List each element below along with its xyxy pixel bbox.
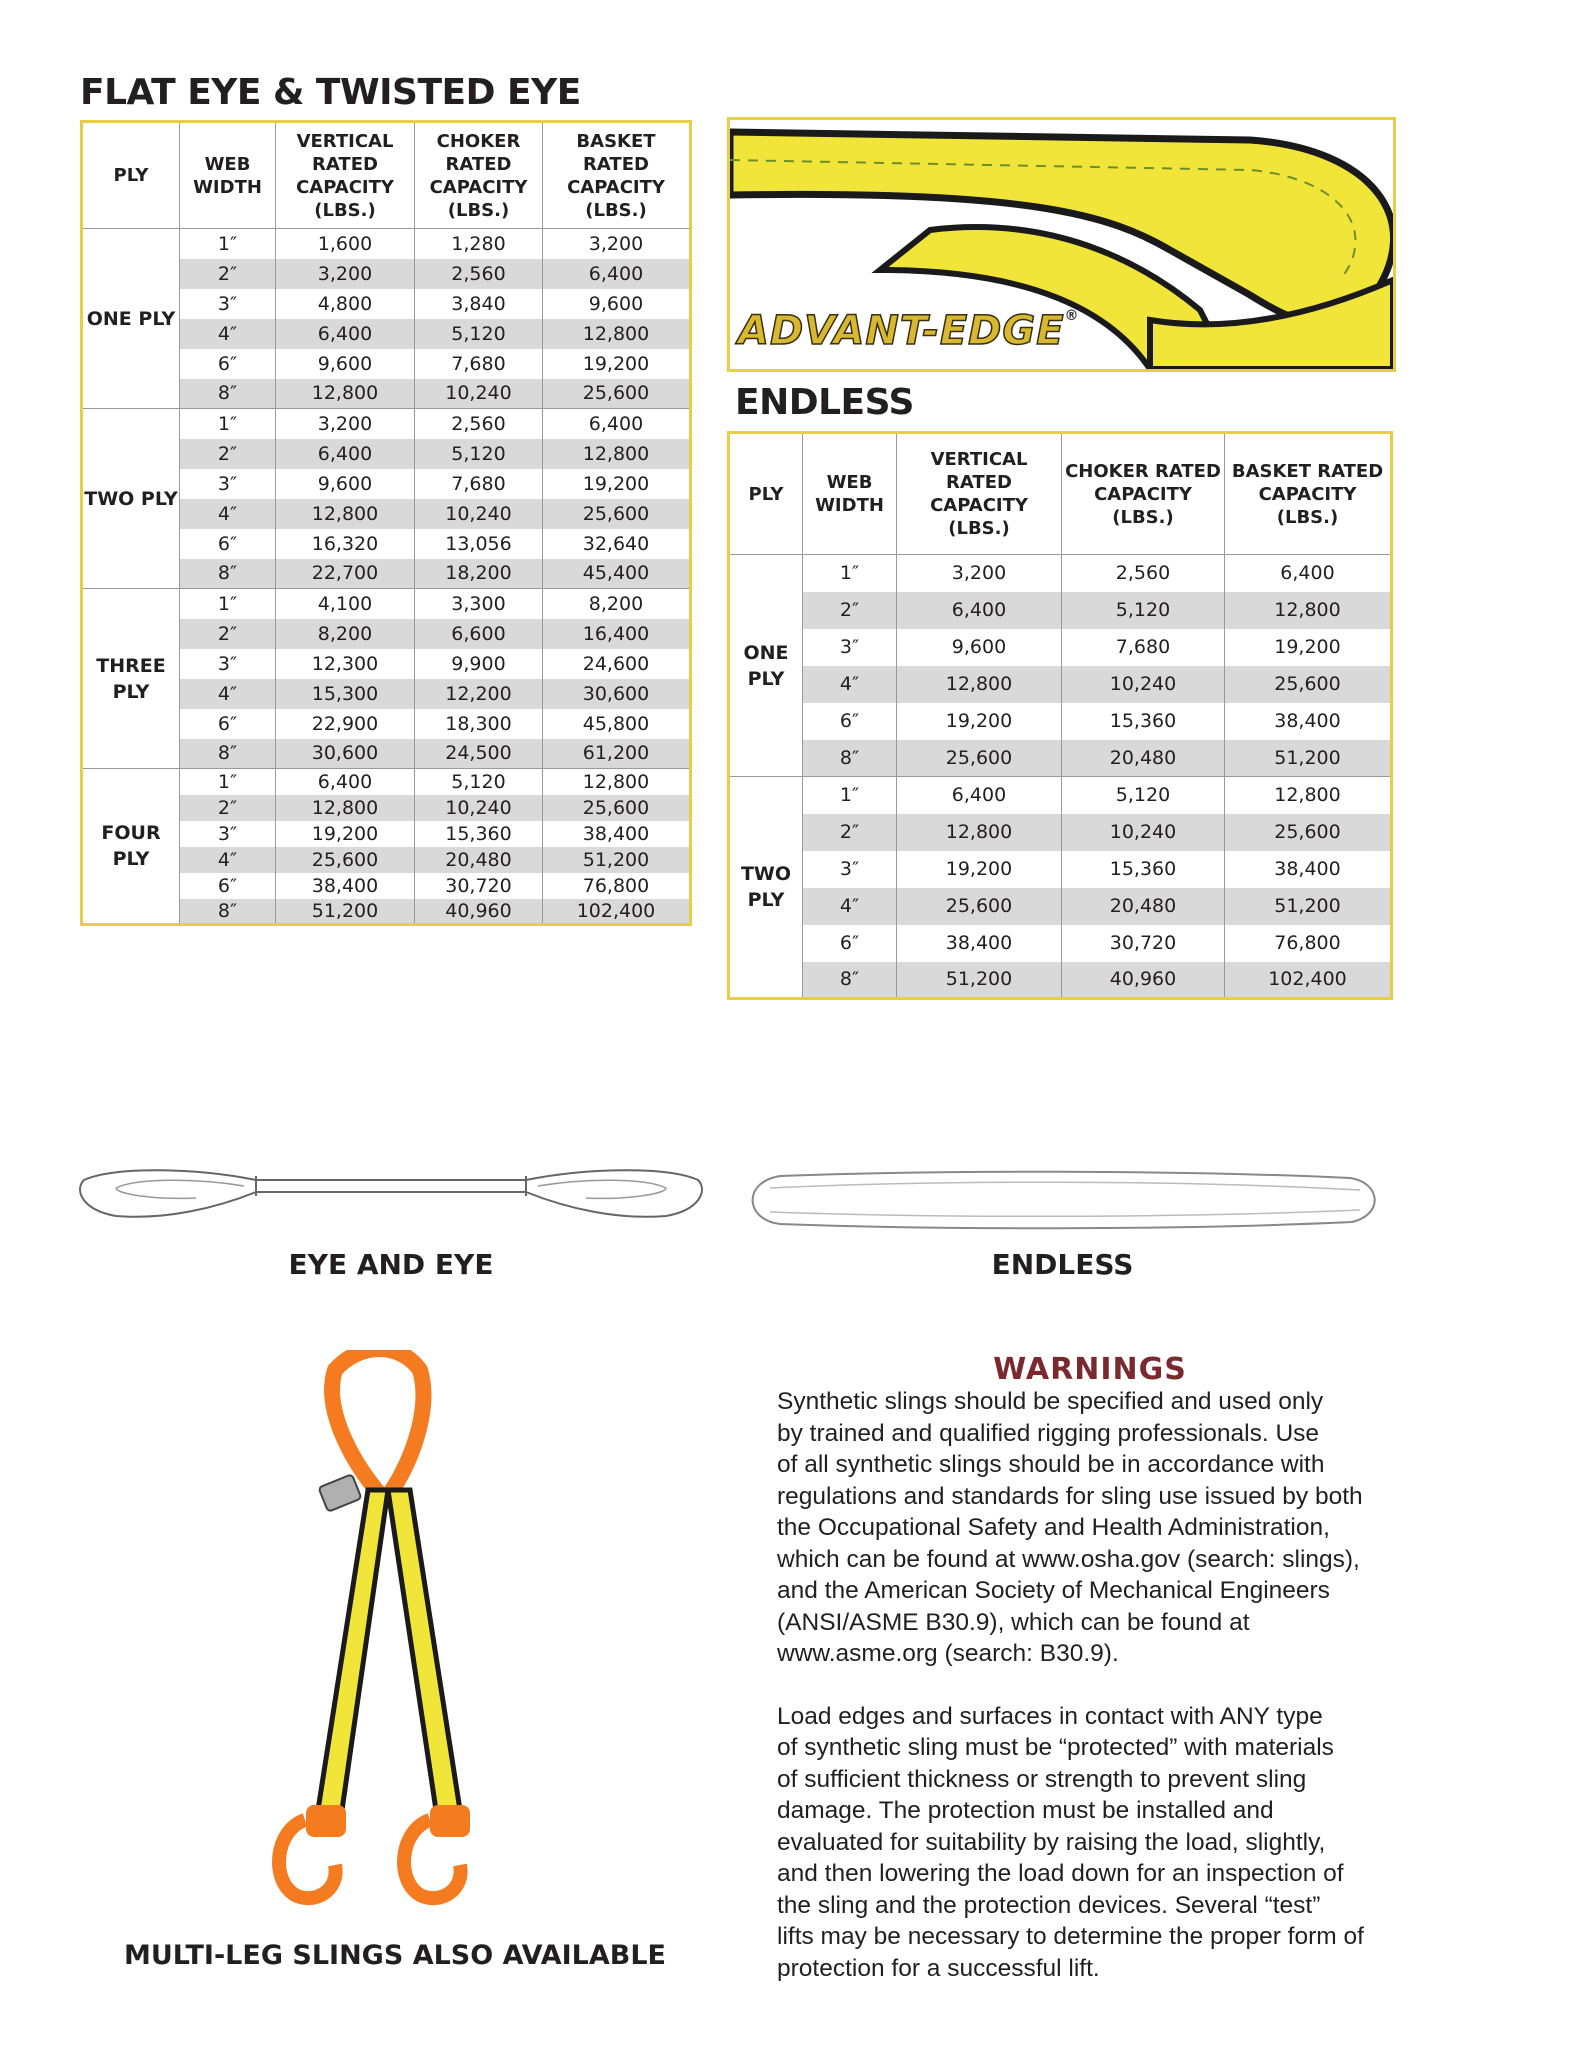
warning-line: of all synthetic slings should be in accordance with [777,1451,1325,1478]
warnings-paragraph-2 [777,1701,1417,1985]
web-width-cell: 3″ [180,289,276,319]
web-width-cell: 2″ [803,592,897,629]
capacity-cell: 38,400 [276,873,415,899]
capacity-cell: 102,400 [1225,962,1392,999]
capacity-cell: 40,960 [1062,962,1225,999]
capacity-cell: 38,400 [897,925,1062,962]
capacity-cell: 25,600 [543,499,691,529]
endless-title: ENDLESS [735,382,914,423]
capacity-cell: 38,400 [1274,710,1341,732]
capacity-cell: 16,400 [543,619,691,649]
column-header: BASKET RATED CAPACITY (LBS.) [1225,433,1392,555]
capacity-cell: 51,200 [276,899,415,925]
table-row [729,666,1392,703]
capacity-cell: 6,400 [1280,562,1335,585]
column-header: VERTICAL RATED CAPACITY (LBS.) [897,433,1062,555]
web-width-cell: 6″ [180,349,276,379]
capacity-cell: 20,480 [415,847,543,873]
capacity-cell: 12,800 [582,770,650,793]
table-row [729,629,1392,666]
capacity-cell: 3,200 [588,232,644,255]
web-width-cell: 4″ [180,499,276,529]
web-width-cell: 6″ [180,529,276,559]
capacity-cell: 12,800 [276,379,415,409]
capacity-cell: 3,300 [415,589,543,619]
capacity-cell: 12,800 [1225,592,1392,629]
capacity-cell: 12,800 [543,319,691,349]
capacity-cell: 38,400 [582,822,650,845]
column-header: PLY [82,122,180,229]
web-width-cell: 1″ [180,229,276,259]
warning-line: evaluated for suitability by raising the load, slightly, [777,1828,1326,1856]
web-width-cell: 4″ [180,847,276,873]
capacity-cell: 12,800 [276,795,415,821]
web-width-cell: 8″ [180,379,276,409]
capacity-cell: 30,600 [543,679,691,709]
capacity-cell: 20,480 [1062,888,1225,925]
capacity-cell: 6,400 [897,592,1062,629]
multi-leg-sling-image [260,1350,530,1930]
capacity-cell: 22,700 [276,559,415,589]
capacity-cell: 51,200 [1225,740,1392,777]
warning-line: by trained and qualified rigging professionals. Use [777,1419,1320,1447]
capacity-cell: 10,240 [1062,666,1225,703]
capacity-cell: 32,640 [582,532,650,555]
capacity-cell: 40,960 [415,899,543,925]
capacity-cell: 12,800 [276,499,415,529]
capacity-cell: 51,200 [1225,888,1392,925]
capacity-cell: 18,300 [415,709,543,739]
warning-line: (ANSI/ASME B30.9), which can be found at [777,1608,1250,1636]
ply-label: THREE PLY [82,589,180,769]
capacity-cell: 15,360 [1062,851,1225,888]
capacity-cell: 25,600 [897,740,1062,777]
table-row [729,555,1392,592]
product-photo [727,117,1396,372]
capacity-cell: 10,240 [1062,814,1225,851]
warning-line: www.asme.org (search: B30.9). [777,1640,1119,1667]
web-width-cell: 2″ [180,439,276,469]
table-row [729,851,1392,888]
capacity-cell: 7,680 [1062,629,1225,666]
capacity-cell: 3,840 [415,289,543,319]
capacity-cell: 76,800 [582,874,650,897]
capacity-cell: 19,200 [276,821,415,847]
capacity-cell: 15,360 [1062,703,1225,740]
capacity-cell: 12,800 [897,814,1062,851]
warning-line: lifts may be necessary to determine the proper form of [777,1923,1364,1950]
warning-line: of synthetic sling must be “protected” with materials [777,1734,1334,1761]
web-width-cell: 3″ [180,469,276,499]
warning-line: of sufficient thickness or strength to prevent sling [777,1765,1307,1793]
web-width-cell: 4″ [803,666,897,703]
web-width-cell: 4″ [180,679,276,709]
table-row [729,814,1392,851]
advant-edge-logo [738,308,1080,354]
capacity-cell: 20,480 [1062,740,1225,777]
web-width-cell: 4″ [803,888,897,925]
table-row [82,589,691,619]
web-width-cell: 6″ [803,703,897,740]
flat-eye-title: FLAT EYE & TWISTED EYE [80,72,581,113]
capacity-cell: 19,200 [897,703,1062,740]
table-row [82,769,691,795]
capacity-cell: 1,280 [415,229,543,259]
capacity-cell: 24,600 [582,652,650,675]
table-row [729,962,1392,999]
warning-line: the Occupational Safety and Health Administration, [777,1514,1330,1541]
capacity-cell: 22,900 [276,709,415,739]
capacity-cell: 15,300 [276,679,415,709]
web-width-cell: 2″ [180,795,276,821]
capacity-cell: 12,300 [276,649,415,679]
capacity-cell: 25,600 [543,795,691,821]
capacity-cell: 4,800 [276,289,415,319]
web-width-cell: 3″ [803,851,897,888]
capacity-cell: 2,560 [415,409,543,439]
ply-label: FOUR PLY [82,769,180,925]
warning-line: and then lowering the load down for an inspection of [777,1860,1344,1887]
capacity-cell: 5,120 [1062,777,1225,814]
column-header: WEB WIDTH [803,433,897,555]
capacity-cell: 10,240 [415,795,543,821]
warning-line: and the American Society of Mechanical Engineers [777,1577,1330,1604]
capacity-cell: 4,100 [276,589,415,619]
warning-line: damage. The protection must be installed and [777,1797,1274,1824]
capacity-cell: 6,400 [276,769,415,795]
capacity-cell: 25,600 [543,379,691,409]
table-row [729,592,1392,629]
web-width-cell: 3″ [180,821,276,847]
capacity-cell: 25,600 [897,888,1062,925]
capacity-cell: 25,600 [276,847,415,873]
warnings-body [777,1386,1417,1984]
capacity-cell: 2,560 [1062,555,1225,592]
capacity-cell: 5,120 [415,769,543,795]
capacity-cell: 61,200 [543,739,691,769]
capacity-cell: 51,200 [543,847,691,873]
capacity-cell: 25,600 [1225,814,1392,851]
eye-and-eye-sling-diagram [76,1162,706,1228]
capacity-cell: 12,200 [415,679,543,709]
capacity-cell: 9,600 [588,292,644,315]
ply-label: ONE PLY [729,555,803,777]
warnings-title: WARNINGS [993,1352,1187,1387]
web-width-cell: 2″ [803,814,897,851]
capacity-cell: 19,200 [582,352,650,375]
web-width-cell: 1″ [180,589,276,619]
capacity-cell: 24,500 [415,739,543,769]
table-row [729,925,1392,962]
capacity-cell: 3,200 [897,555,1062,592]
capacity-cell: 76,800 [1274,932,1341,954]
column-header: CHOKER RATED CAPACITY (LBS.) [415,122,543,229]
capacity-cell: 25,600 [1225,666,1392,703]
web-width-cell: 1″ [180,409,276,439]
capacity-cell: 12,800 [1274,784,1341,807]
capacity-cell: 19,200 [582,472,650,495]
capacity-cell: 3,200 [276,259,415,289]
web-width-cell: 4″ [180,319,276,349]
capacity-cell: 1,600 [276,229,415,259]
table-row [729,740,1392,777]
capacity-cell: 3,200 [276,409,415,439]
table-row [82,409,691,439]
capacity-cell: 12,800 [543,439,691,469]
web-width-cell: 1″ [180,769,276,795]
capacity-cell: 30,600 [276,739,415,769]
warning-line: the sling and the protection devices. Several “test” [777,1891,1321,1919]
capacity-cell: 15,360 [415,821,543,847]
capacity-cell: 30,720 [415,873,543,899]
table-row [729,703,1392,740]
web-width-cell: 8″ [180,739,276,769]
capacity-cell: 6,400 [897,777,1062,814]
web-width-cell: 2″ [180,619,276,649]
endless-capacity-table [727,431,1393,1000]
capacity-cell: 13,056 [415,529,543,559]
endless-sling-diagram [740,1168,1385,1234]
capacity-cell: 102,400 [543,899,691,925]
web-width-cell: 6″ [803,925,897,962]
web-width-cell: 1″ [803,555,897,592]
capacity-cell: 6,400 [276,319,415,349]
capacity-cell: 38,400 [1274,858,1341,880]
table-row [729,777,1392,814]
capacity-cell: 10,240 [415,499,543,529]
capacity-cell: 7,680 [415,469,543,499]
capacity-cell: 6,400 [588,412,644,435]
warning-line: Load edges and surfaces in contact with ANY type [777,1702,1323,1730]
capacity-cell: 18,200 [415,559,543,589]
ply-label: TWO PLY [729,777,803,999]
web-width-cell: 8″ [803,740,897,777]
ply-label: ONE PLY [82,229,180,409]
capacity-cell: 45,800 [582,712,650,735]
capacity-cell: 8,200 [276,619,415,649]
registered-mark: ® [1064,308,1080,324]
capacity-cell: 2,560 [415,259,543,289]
warning-line: protection for a successful lift. [777,1954,1100,1982]
capacity-cell: 5,120 [1062,592,1225,629]
capacity-cell: 8,200 [588,592,644,615]
warning-line: which can be found at www.osha.gov (search: slings), [777,1545,1360,1573]
capacity-cell: 19,200 [897,851,1062,888]
capacity-cell: 16,320 [276,529,415,559]
web-width-cell: 1″ [803,777,897,814]
capacity-cell: 10,240 [415,379,543,409]
capacity-cell: 7,680 [415,349,543,379]
capacity-cell: 19,200 [1274,636,1341,658]
table-row [82,229,691,259]
flat-eye-capacity-table [80,120,692,926]
column-header: PLY [729,433,803,555]
capacity-cell: 5,120 [415,319,543,349]
warning-line: Synthetic slings should be specified and used only [777,1388,1324,1415]
capacity-cell: 45,400 [543,559,691,589]
capacity-cell: 5,120 [415,439,543,469]
warnings-paragraph-1 [777,1386,1417,1670]
capacity-cell: 30,720 [1062,925,1225,962]
capacity-cell: 51,200 [897,962,1062,999]
web-width-cell: 3″ [180,649,276,679]
capacity-cell: 6,400 [543,259,691,289]
web-width-cell: 8″ [180,559,276,589]
column-header: WEB WIDTH [180,122,276,229]
column-header: VERTICAL RATED CAPACITY (LBS.) [276,122,415,229]
column-header: CHOKER RATED CAPACITY (LBS.) [1062,433,1225,555]
web-width-cell: 3″ [803,629,897,666]
capacity-cell: 9,900 [415,649,543,679]
warning-line: regulations and standards for sling use issued by both [777,1482,1363,1510]
endless-diagram-label: ENDLESS [991,1248,1134,1281]
capacity-cell: 9,600 [276,349,415,379]
web-width-cell: 2″ [180,259,276,289]
web-width-cell: 8″ [180,899,276,925]
multi-leg-caption: MULTI-LEG SLINGS ALSO AVAILABLE [123,1940,666,1971]
capacity-cell: 9,600 [897,629,1062,666]
column-header: BASKET RATED CAPACITY (LBS.) [543,122,691,229]
capacity-cell: 6,400 [276,439,415,469]
table-row [729,888,1392,925]
eye-and-eye-label: EYE AND EYE [288,1248,494,1281]
web-width-cell: 6″ [180,873,276,899]
logo-text: ADVANT-EDGE [738,308,1065,354]
capacity-cell: 6,600 [415,619,543,649]
web-width-cell: 6″ [180,709,276,739]
capacity-cell: 9,600 [276,469,415,499]
web-width-cell: 8″ [803,962,897,999]
ply-label: TWO PLY [82,409,180,589]
capacity-cell: 12,800 [897,666,1062,703]
